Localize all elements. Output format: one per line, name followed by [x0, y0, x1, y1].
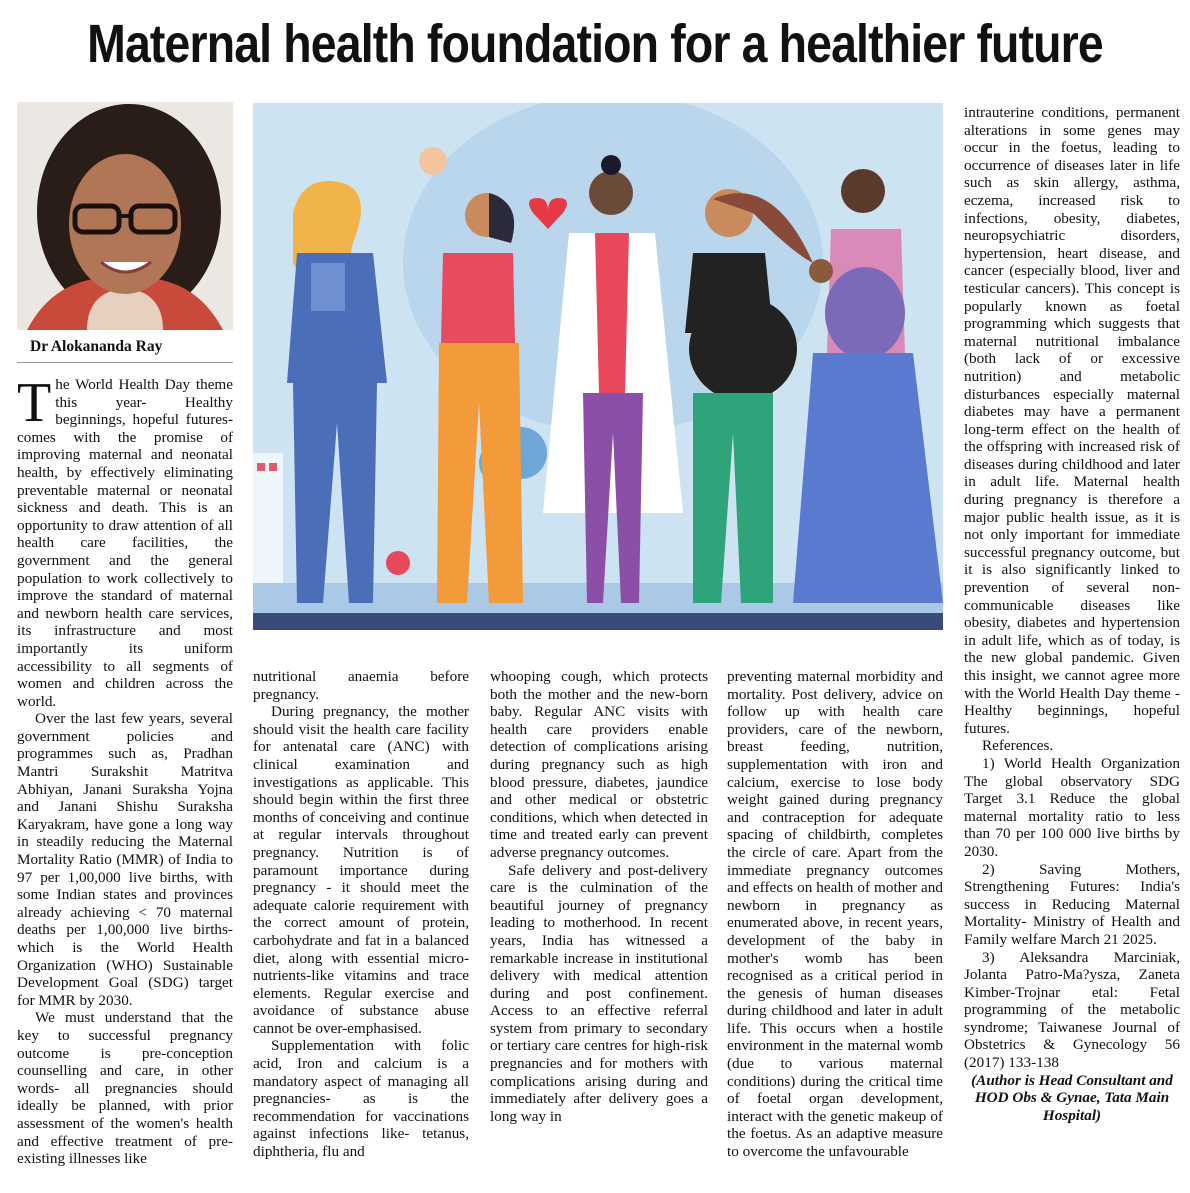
- col1-paragraph-1-text: he World Health Day theme this year- Healthy beginnings, hopeful futures- comes with the promise of improving maternal and neonatal health, by effectively eliminating preventable maternal or neonatal sickness and death. This is an opportunity to draw attention of all health care facilities, the government and the general population to work collectively to improve the standard of maternal and newborn health care services, its infrastructure and most importantly its uniform accessibility to all segments of women and children across the world.: [17, 376, 233, 710]
- author-byline: Dr Alokananda Ray: [30, 338, 163, 355]
- column-1: [17, 372, 233, 1168]
- reference-1: 1) World Health Organization The global observatory SDG Target 3.1 Reduce the global maternal mortality ratio to less than 70 per 100 000 live births by 2030.: [964, 754, 1180, 860]
- col2-paragraph-3: Supplementation with folic acid, Iron and calcium is a mandatory aspect of managing all pregnancies- as is the recommendation for vaccinations against infections like- tetanus, diphtheria, flu and: [253, 1037, 469, 1161]
- author-portrait-image: [17, 102, 233, 330]
- author-photo: [17, 102, 233, 330]
- dropcap: T: [17, 372, 52, 434]
- column-2: [253, 668, 469, 1161]
- col1-paragraph-3: We must understand that the key to successful pregnancy outcome is pre-conception counselling and care, in other words- all pregnancies should ideally be planned, with prior assessment of the women's health and effective treatment of pre-existing illnesses like: [17, 1009, 233, 1168]
- col5-paragraph-1: intrauterine conditions, permanent alterations in some genes may occur in the foetus, leading to occurrence of diseases later in life such as skin allergy, asthma, eczema, increased risk to infections, obesity, diabetes, neuropsychiatric disorders, hypertension, heart disease, and cancer (especially blood, liver and testicular cancers). This concept is popularly known as foetal programming which suggests that maternal nutritional imbalance (both lack of or excessive nutrition) and metabolic disturbances especially maternal diabetes may have a permanent long-term effect on the health of the offspring with increased risk of diseases during childhood and later in adult life. Maternal health during pregnancy is therefore a major public health issue, as it is not only important for immediate successful pregnancy outcome, but it is also significantly linked to prevention of several non-communicable diseases like obesity, diabetes and hypertension in adult life, which as of today, is the new global pandemic. Given this insight, we cannot agree more with the World Health Day theme - Healthy beginnings, hopeful futures.: [964, 104, 1180, 737]
- col2-paragraph-2: During pregnancy, the mother should visit the health care facility for antenatal care (ANC) with clinical examination and investigations as applicable. This should begin within the first three months of conceiving and continue at regular intervals throughout pregnancy. Nutrition is of paramount importance during pregnancy - it should meet the adequate calorie requirement with the correct amount of protein, carbohydrate and fat in a balanced diet, along with essential micro-nutrients-like vitamins and trace elements. Regular exercise and avoidance of substance abuse cannot be over-emphasised.: [253, 703, 469, 1037]
- references-title: References.: [982, 737, 1054, 755]
- reference-2: 2) Saving Mothers, Strengthening Futures: India's success in Reducing Maternal Mortality- Ministry of Health and Family welfare March 21 2025.: [964, 860, 1180, 948]
- author-credit: (Author is Head Consultant and HOD Obs & Gynae, Tata Main Hospital): [971, 1071, 1173, 1124]
- column-3: [490, 668, 708, 1125]
- headline: Maternal health foundation for a healthier future: [87, 14, 1103, 74]
- col3-paragraph-1: whooping cough, which protects both the mother and the new-born baby. Regular ANC visits with health care providers enable detection of complications arising during pregnancy such as high blood pressure, diabetes, jaundice and other medical or obstetric conditions, which when detected in time and treated early can prevent adverse pregnancy outcomes.: [490, 668, 708, 861]
- col3-paragraph-2: Safe delivery and post-delivery care is the culmination of the beautiful journey of pregnancy leading to motherhood. In recent years, India has witnessed a remarkable increase in institutional delivery with medical attention during and post confinement. Access to an effective referral system from primary to secondary or tertiary care centres for high-risk pregnancies and for mothers with complications arising during and immediately after delivery goes a long way in: [490, 861, 708, 1125]
- col1-paragraph-2: Over the last few years, several government policies and programmes such as, Pradhan Mantri Surakshit Matritva Abhiyan, Janani Suraksha Yojna and Janani Shishu Suraksha Karyakram, have gone a long way in steadily reducing the Maternal Mortality Ratio (MMR) of India to 97 per 1,00,000 live births, with some Indian states and provinces already achieving < 70 maternal deaths per 1,00,000 live births- which is the World Health Organization (WHO) Sustainable Development Goal (SDG) target for MMR by 2030.: [17, 710, 233, 1009]
- illustration: [253, 103, 943, 630]
- women-health-illustration: [253, 103, 943, 630]
- column-4: [727, 668, 943, 1161]
- col4-paragraph-1: preventing maternal morbidity and mortality. Post delivery, advice on follow up with health care providers, care of the newborn, breast feeding, nutrition, supplementation with iron and calcium, exercise to lose body weight gained during pregnancy and contraception for adequate spacing of childbirth, completes the circle of care. Apart from the immediate pregnancy outcomes and effects on health of mother and newborn in pregnancy as enumerated above, in recent years, development of the baby in mother's womb has been recognised as a critical period in the genesis of human diseases during childhood and later in adult life. This occurs when a hostile environment in the maternal womb (due to various maternal conditions) during the critical time of foetal organ development, interact with the genetic makeup of the foetus. As an adaptive measure to overcome the unfavourable: [727, 668, 943, 1161]
- column-5: [964, 104, 1180, 1124]
- col1-paragraph-1: [17, 372, 233, 710]
- byline-divider: [17, 362, 233, 363]
- col2-paragraph-1: nutritional anaemia before pregnancy.: [253, 668, 469, 703]
- reference-3: 3) Aleksandra Marciniak, Jolanta Patro-Ma?ysza, Zaneta Kimber-Trojnar etal: Fetal programming of the metabolic syndrome; Taiwanese Journal of Obstetrics & Gynecology 56 (2017) 133-138: [964, 948, 1180, 1072]
